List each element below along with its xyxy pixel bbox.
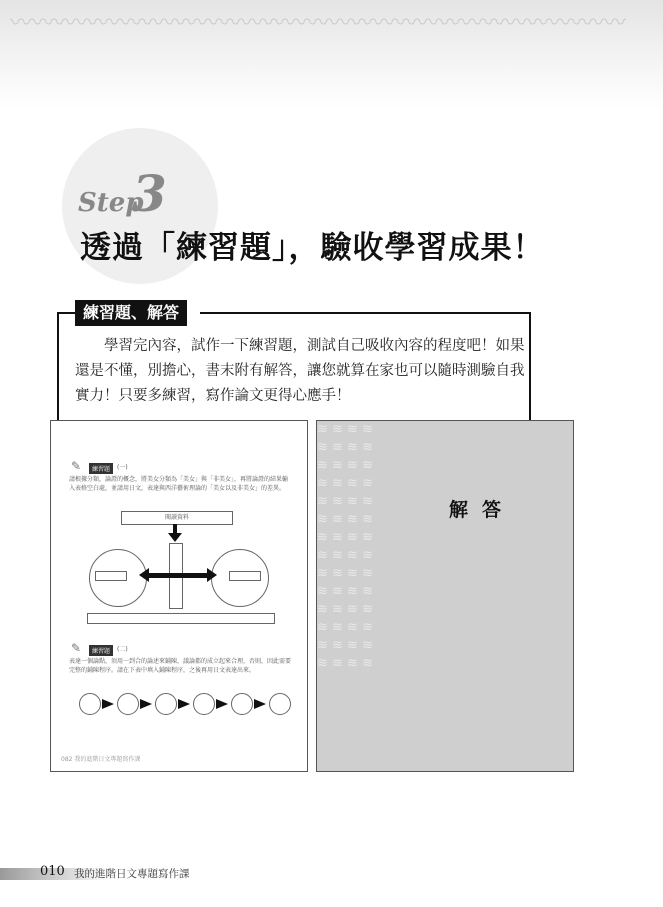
step-label: Step bbox=[78, 188, 144, 218]
reading-box bbox=[121, 511, 233, 525]
right-arrow-icon bbox=[254, 699, 266, 709]
step-number: 3 bbox=[132, 164, 167, 223]
answer-slot bbox=[229, 571, 261, 581]
double-arrow-shaft bbox=[147, 573, 209, 578]
exercise-text: 表達一個論點，須用一到合的論述來鋪陳，議論都的成立起來合理，否則，因此需要完整的鋪陳程序。請在下表中填入鋪陳程序，之後再用日文表達出來。 bbox=[69, 658, 292, 674]
reading-box-label: 閱讀資料 bbox=[164, 514, 189, 521]
pencil-icon: ✎ bbox=[71, 459, 82, 473]
step-circle-small bbox=[117, 693, 139, 715]
answer-page-thumbnail bbox=[316, 420, 574, 772]
page-number: 010 bbox=[40, 864, 65, 879]
right-arrow-icon bbox=[207, 568, 217, 582]
answer-slot bbox=[95, 571, 127, 581]
wave-pattern-icon: ≋ ≋ ≋ ≋ ≋ ≋ ≋ ≋ ≋ ≋ ≋ ≋ ≋ ≋ ≋ ≋ ≋ ≋ ≋ ≋ ≋ ≋ ≋ ≋ ≋ ≋ ≋ ≋ ≋ ≋ ≋ ≋ ≋ ≋ ≋ ≋ ≋ ≋ ≋ ≋ ≋ ≋ ≋ ≋ ≋ ≋ ≋ ≋ ≋ ≋ ≋ ≋ ≋ ≋ ≋ ≋ bbox=[317, 422, 373, 671]
connector-line bbox=[529, 312, 531, 432]
page-headline: 透過「練習題」，驗收學習成果！ bbox=[80, 230, 545, 266]
mini-page-footer: 082 我的進階日文專題寫作課 bbox=[61, 756, 141, 763]
exercise-badge: 練習題 bbox=[89, 645, 113, 656]
connector-line bbox=[200, 312, 530, 314]
exercise-number: (二) bbox=[117, 646, 128, 653]
book-title: 我的進階日文專題寫作課 bbox=[74, 868, 190, 880]
step-circle-small bbox=[193, 693, 215, 715]
sequence-row bbox=[87, 613, 275, 624]
header-wave-band bbox=[0, 0, 663, 110]
practice-page-thumbnail bbox=[50, 420, 308, 772]
right-arrow-icon bbox=[140, 699, 152, 709]
step-circle-small bbox=[269, 693, 291, 715]
left-arrow-icon bbox=[139, 568, 149, 582]
pencil-icon: ✎ bbox=[71, 641, 82, 655]
step-circle-small bbox=[79, 693, 101, 715]
step-circle-small bbox=[231, 693, 253, 715]
down-arrow-icon bbox=[168, 533, 182, 542]
section-label: 練習題、解答 bbox=[75, 300, 187, 326]
section-description: 學習完內容，試作一下練習題，測試自己吸收內容的程度吧！如果還是不懂，別擔心，書末附有解答，讓您就算在家也可以隨時測驗自我實力！只要多練習，寫作論文更得心應手！ bbox=[75, 338, 525, 404]
wave-decoration-icon: 〰〰〰〰〰〰〰〰〰〰〰〰〰〰〰〰〰〰〰〰〰〰〰〰〰〰〰〰 bbox=[10, 11, 627, 36]
exercise-text: 請根據分類，論證的概念，將美女分類為「美女」與「非美女」，再將論證的結果輸入表格空白處，並請用日文，表達與西洋藝術理論的「美女以及非美女」的差異。 bbox=[69, 476, 289, 492]
right-arrow-icon bbox=[102, 699, 114, 709]
right-arrow-icon bbox=[216, 699, 228, 709]
exercise-badge: 練習題 bbox=[89, 463, 113, 474]
step-circle-small bbox=[155, 693, 177, 715]
right-arrow-icon bbox=[178, 699, 190, 709]
answer-title: 解答 bbox=[449, 499, 516, 521]
connector-line bbox=[57, 312, 75, 314]
exercise-number: (一) bbox=[117, 464, 128, 471]
